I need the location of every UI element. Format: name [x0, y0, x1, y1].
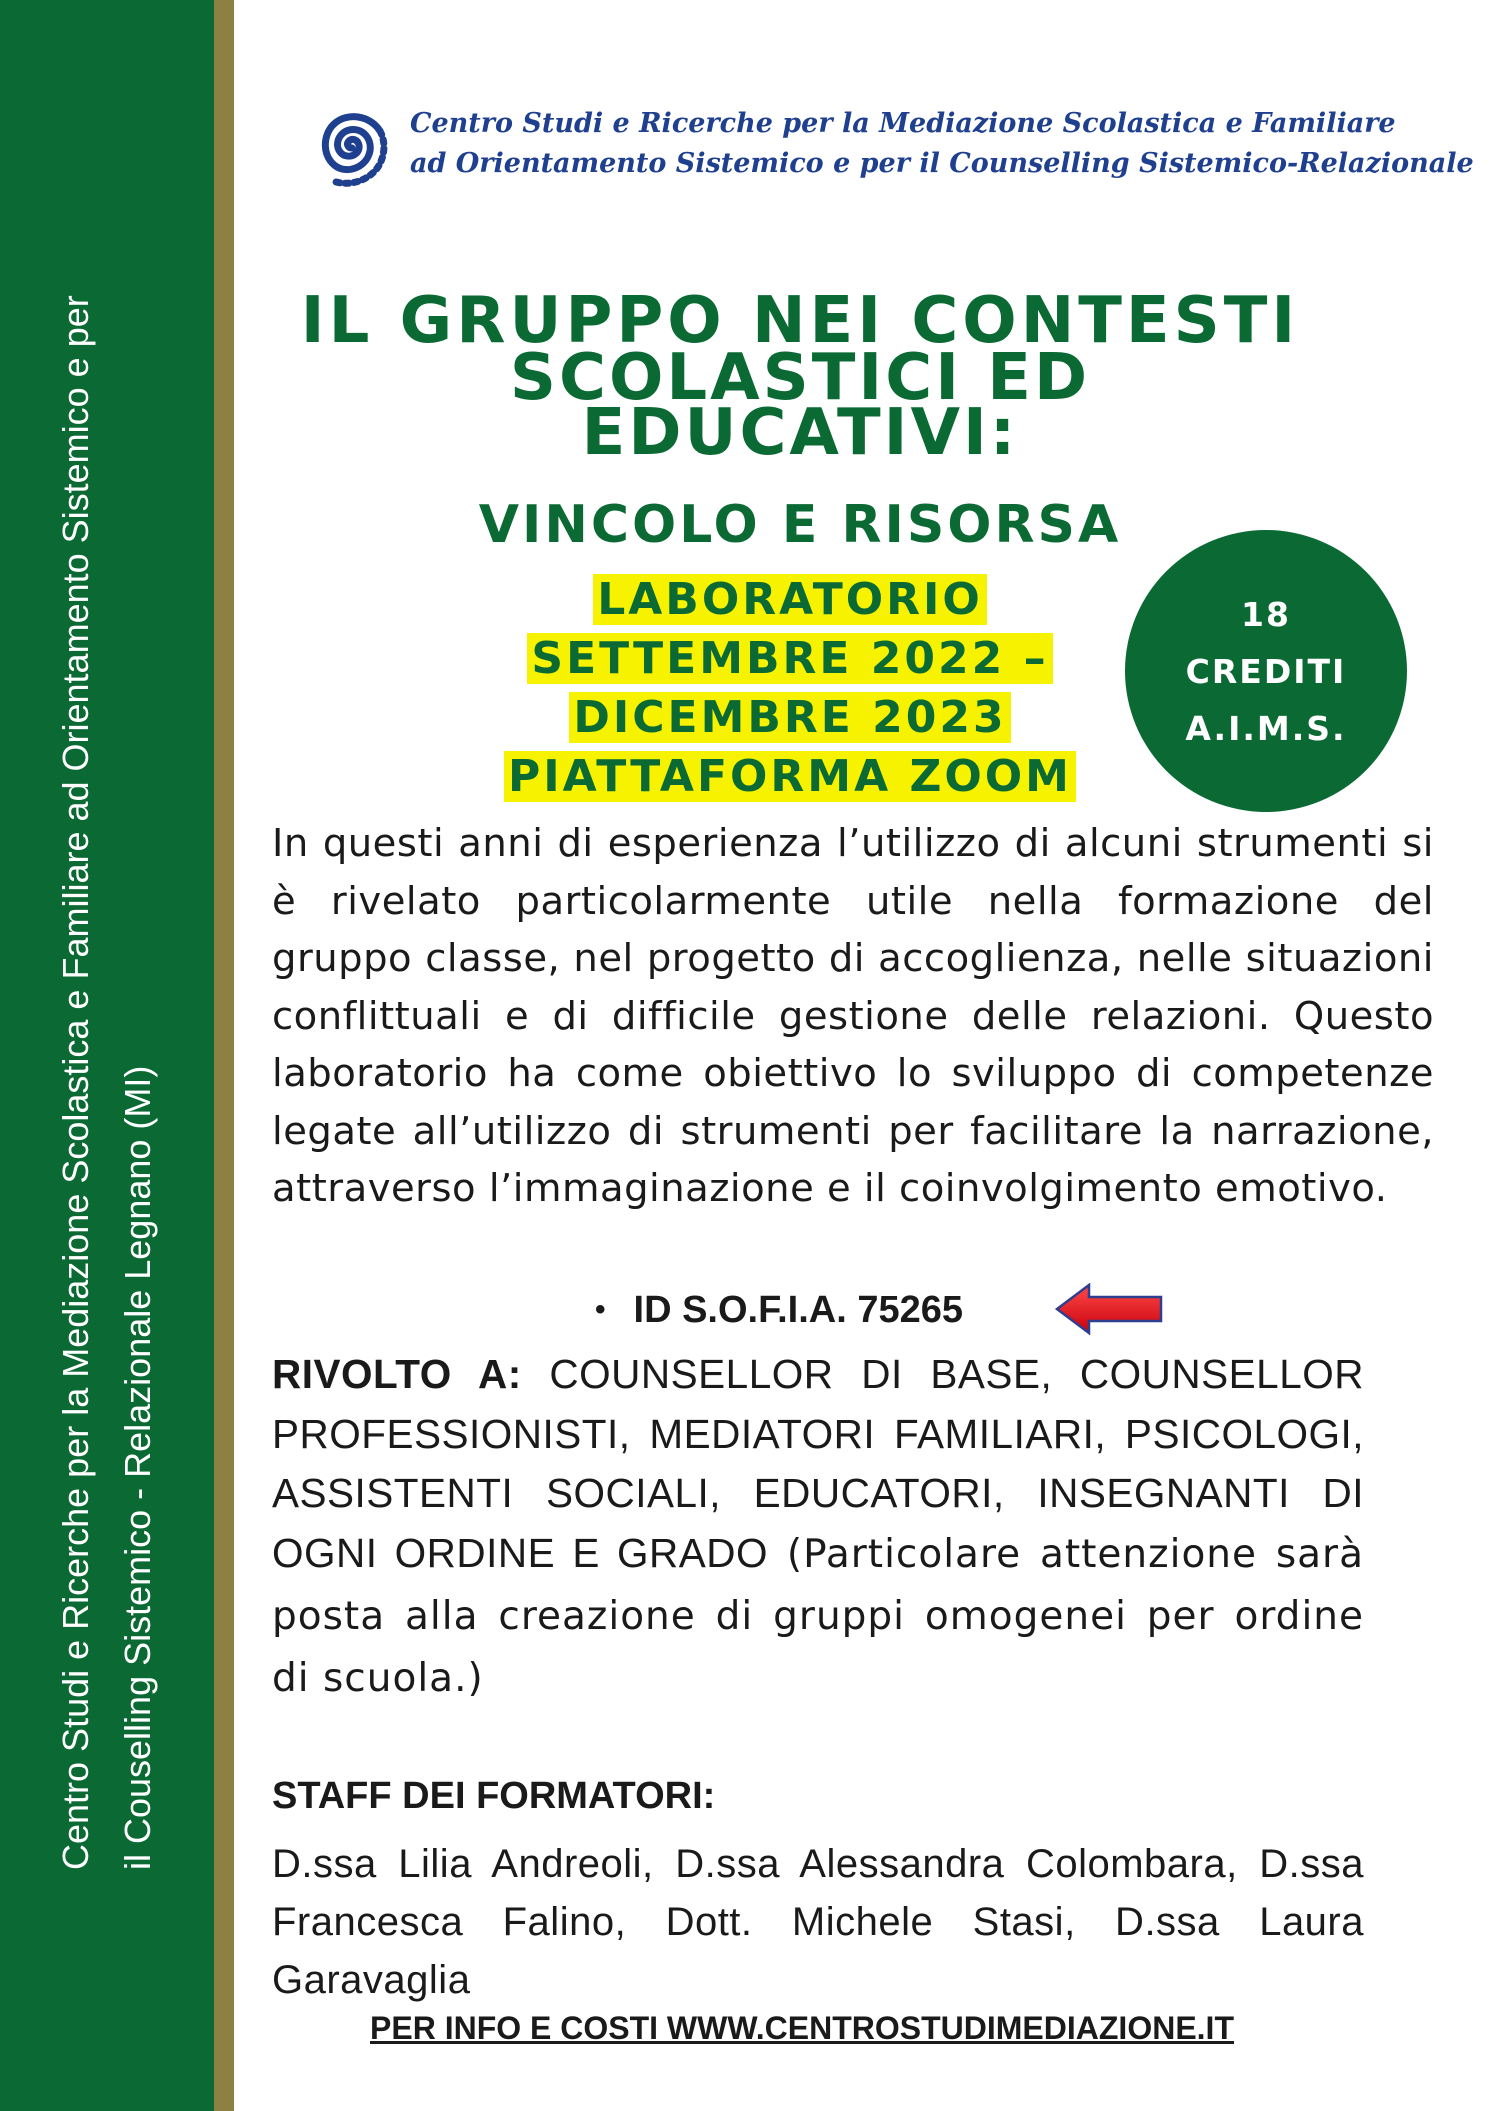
logo-text-line1: Centro Studi e Ricerche per la Mediazione Scolastica e Familiare [410, 108, 1396, 139]
staff-heading: STAFF DEI FORMATORI: [272, 1775, 716, 1817]
audience-label: RIVOLTO A: [272, 1351, 522, 1397]
intro-paragraph: In questi anni di esperienza l’utilizzo di alcuni strumenti si è rivelato particolarmente utile nella formazione del gruppo classe, nel progetto di accoglienza, nelle situazioni conflittuali e di difficile gestione delle relazioni. Questo laboratorio ha come obiettivo lo sviluppo di competenze legate all’utilizzo di strumenti per facilitare la narrazione, attraverso l’immaginazione e il coinvolgimento emotivo. [272, 821, 1434, 1211]
subtitle: VINCOLO E RISORSA [478, 495, 1122, 555]
logo-text-line2: ad Orientamento Sistemico e per il Counselling Sistemico-Relazionale [410, 148, 1474, 179]
audience-paragraph [272, 1345, 1364, 1710]
highlight-line3: DICEMBRE 2023 [340, 691, 1240, 745]
left-arrow-icon [1055, 1283, 1165, 1335]
title-line3: EDUCATIVI: [581, 396, 1019, 470]
footer-info-link[interactable]: PER INFO E COSTI WWW.CENTROSTUDIMEDIAZIONE.IT [370, 2010, 1234, 2046]
audience-list: COUNSELLOR DI BASE, COUNSELLOR PROFESSIONISTI, MEDIATORI FAMILIARI, PSICOLOGI, ASSISTENTI SOCIALI, EDUCATORI, INSEGNANTI DI OGNI ORDINE E GRADO [272, 1351, 1364, 1576]
credits-badge [1125, 530, 1407, 812]
highlight-line4: PIATTAFORMA ZOOM [340, 750, 1240, 804]
credits-org: A.I.M.S. [1185, 708, 1347, 748]
sidebar-stripe [214, 0, 234, 2111]
highlight-line2: SETTEMBRE 2022 – [340, 632, 1240, 686]
title-line1: IL GRUPPO NEI CONTESTI [300, 284, 1300, 358]
audience-note: (Particolare attenzione sarà posta alla creazione di gruppi omogenei per ordine di scuola.) [272, 1531, 1364, 1701]
credits-label: CREDITI [1185, 651, 1347, 691]
spiral-logo-icon [300, 90, 400, 200]
logo [300, 90, 1474, 200]
sofia-id [595, 1284, 963, 1336]
highlight-line1: LABORATORIO [340, 573, 1240, 627]
sidebar [0, 0, 214, 2111]
sidebar-vertical-text: Centro Studi e Ricerche per la Mediazione Scolastica e Familiare ad Orientamento Sistemico e per il Couselling Sistemico - Relazionale Legnano (MI) [55, 295, 158, 1870]
title-line2: SCOLASTICI ED [509, 341, 1091, 415]
credits-number: 18 [1241, 594, 1291, 634]
sofia-id-text: ID S.O.F.I.A. 75265 [633, 1288, 963, 1331]
staff-names: D.ssa Lilia Andreoli, D.ssa Alessandra Colombara, D.ssa Francesca Falino, Dott. Michele Stasi, D.ssa Laura Garavaglia [272, 1842, 1364, 2002]
bullet: • [595, 1293, 606, 1326]
